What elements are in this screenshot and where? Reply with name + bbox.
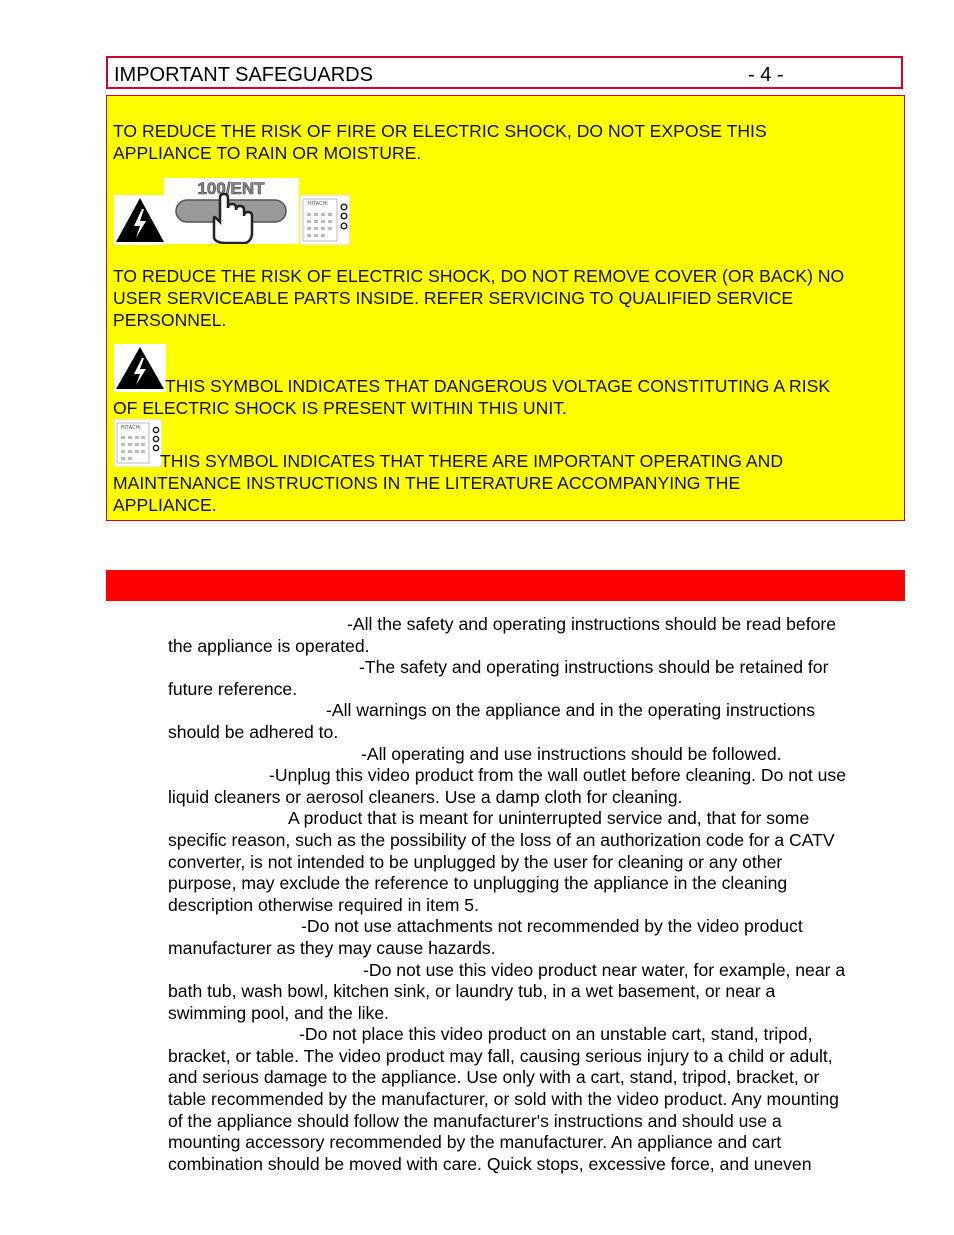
instruction-line: A product that is meant for uninterrupted service and, that for some: [288, 808, 810, 829]
symbol-description: MAINTENANCE INSTRUCTIONS IN THE LITERATURE ACCOMPANYING THE: [113, 473, 741, 493]
warning-line: APPLIANCE TO RAIN OR MOISTURE.: [113, 143, 422, 163]
instruction-line: -All the safety and operating instructions should be read before: [347, 614, 837, 634]
symbol-description: THIS SYMBOL INDICATES THAT THERE ARE IMPORTANT OPERATING AND: [160, 451, 784, 471]
instruction-line: liquid cleaners or aerosol cleaners. Use a damp cloth for cleaning.: [168, 786, 683, 807]
instructions-body: [168, 614, 898, 1175]
instruction-line: -All operating and use instructions should be followed.: [361, 743, 782, 764]
remote-manual-icon: [300, 195, 350, 250]
page-header: [106, 56, 903, 89]
lightning-warning-icon: [114, 195, 166, 250]
warning-line: TO REDUCE THE RISK OF ELECTRIC SHOCK, DO NOT REMOVE COVER (OR BACK) NO: [113, 266, 845, 286]
symbol-description: THIS SYMBOL INDICATES THAT DANGEROUS VOLTAGE CONSTITUTING A RISK: [165, 376, 831, 396]
instruction-line: combination should be moved with care. Quick stops, excessive force, and uneven: [168, 1153, 812, 1174]
instruction-line: converter, is not intended to be unplugged by the user for cleaning or any other: [168, 851, 783, 872]
warning-line: USER SERVICEABLE PARTS INSIDE. REFER SERVICING TO QUALIFIED SERVICE: [113, 288, 794, 308]
instruction-line: bath tub, wash bowl, kitchen sink, or laundry tub, in a wet basement, or near a: [168, 981, 776, 1002]
instruction-line: purpose, may exclude the reference to unplugging the appliance in the cleaning: [168, 873, 788, 894]
instruction-line: -Do not place this video product on an unstable cart, stand, tripod,: [299, 1024, 813, 1045]
instruction-line: -All warnings on the appliance and in the operating instructions: [326, 700, 816, 721]
remote-button-icon: [164, 178, 299, 249]
warning-panel: [106, 95, 905, 521]
instruction-line: manufacturer as they may cause hazards.: [168, 937, 496, 958]
remote-button-label: 100/ENT: [197, 179, 265, 198]
instruction-line: -The safety and operating instructions should be retained for: [359, 657, 829, 678]
symbol-description: APPLIANCE.: [113, 495, 217, 515]
warning-line: TO REDUCE THE RISK OF FIRE OR ELECTRIC SHOCK, DO NOT EXPOSE THIS: [113, 121, 767, 141]
instruction-line: mounting accessory recommended by the manufacturer. An appliance and cart: [168, 1132, 782, 1153]
instruction-line: future reference.: [168, 678, 298, 699]
remote-brand-text: HITACHI: [121, 425, 141, 431]
instruction-line: swimming pool, and the like.: [168, 1002, 390, 1023]
page-number: - 4 -: [748, 64, 784, 86]
instruction-line: bracket, or table. The video product may fall, causing serious injury to a child or adult,: [168, 1045, 833, 1066]
instruction-line: the appliance is operated.: [168, 635, 370, 656]
instruction-line: and serious damage to the appliance. Use only with a cart, stand, tripod, bracket, or: [168, 1067, 820, 1088]
section-divider-bar: [106, 570, 905, 601]
remote-brand-text: HITACHI: [308, 201, 328, 207]
instruction-line: -Unplug this video product from the wall outlet before cleaning. Do not use: [269, 765, 847, 786]
instruction-line: description otherwise required in item 5.: [168, 894, 479, 915]
symbol-description: OF ELECTRIC SHOCK IS PRESENT WITHIN THIS UNIT.: [113, 398, 567, 418]
instruction-line: table recommended by the manufacturer, or sold with the video product. Any mounting: [168, 1089, 839, 1110]
instruction-line: -Do not use this video product near water, for example, near a: [363, 959, 846, 980]
warning-line: PERSONNEL.: [113, 310, 227, 330]
instruction-line: of the appliance should follow the manufacturer's instructions and should use a: [168, 1110, 782, 1131]
page-title: IMPORTANT SAFEGUARDS: [114, 64, 373, 86]
instruction-line: -Do not use attachments not recommended by the video product: [301, 916, 803, 937]
manual-symbol-icon: [114, 419, 162, 472]
instruction-line: should be adhered to.: [168, 721, 339, 742]
instruction-line: specific reason, such as the possibility of the loss of an authorization code for a CATV: [168, 829, 835, 850]
lightning-symbol-icon: [114, 344, 166, 397]
